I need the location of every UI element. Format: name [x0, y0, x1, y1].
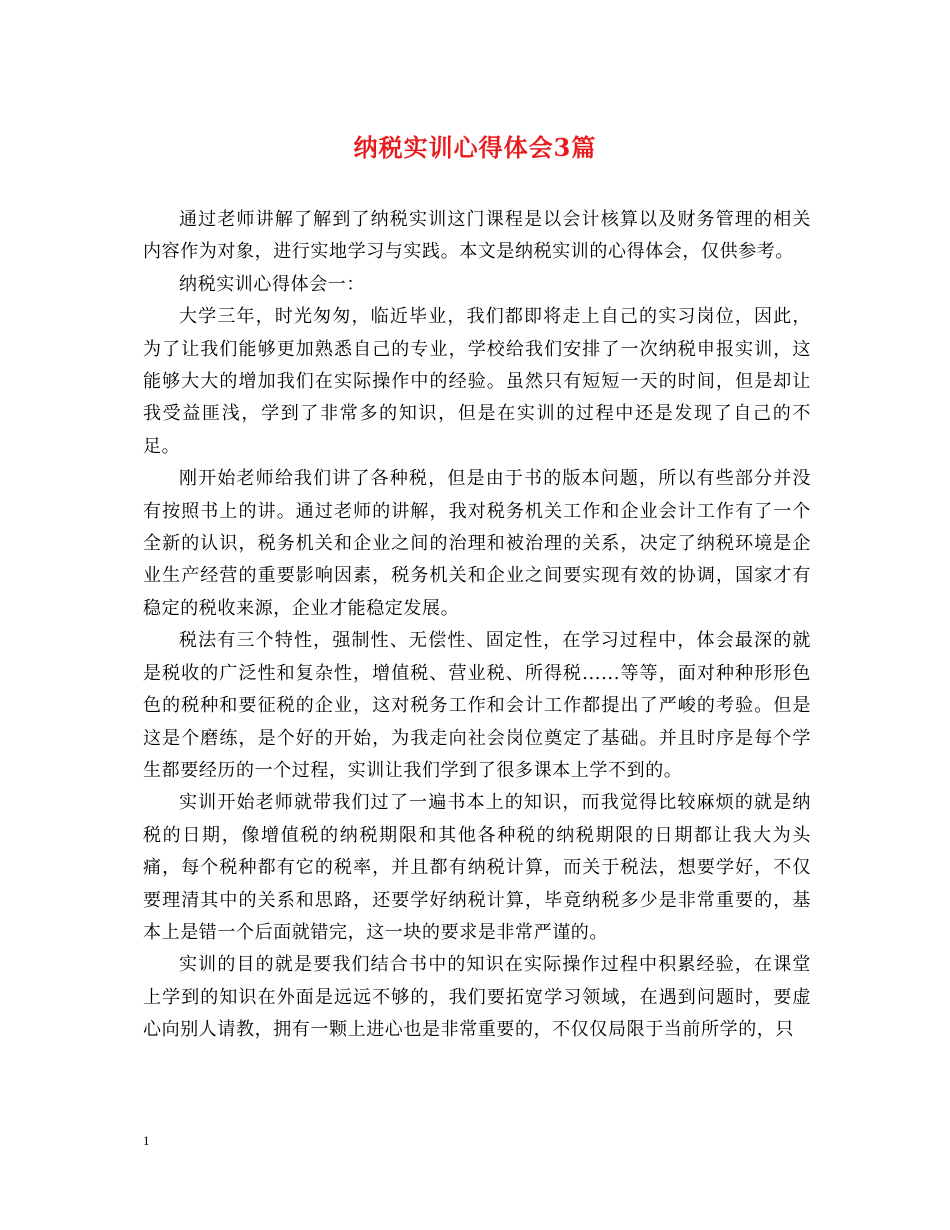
document-title: 纳税实训心得体会3篇 [353, 133, 597, 162]
document-body [143, 204, 811, 1047]
paragraph-section-heading: 纳税实训心得体会一： [179, 273, 365, 295]
page-number: 1 [143, 1133, 150, 1148]
paragraph-body: 刚开始老师给我们讲了各种税，但是由于书的版本问题，所以有些部分并没有按照书上的讲。通过老师的讲解，我对税务机关工作和企业会计工作有了一个全新的认识，税务机关和企业之间的治理和被治理的关系，决定了纳税环境是企业生产经营的重要影响因素，税务机关和企业之间要实现有效的协调，国家才有稳定的税收来源，企业才能稳定发展。 [143, 468, 811, 619]
paragraph-intro: 通过老师讲解了解到了纳税实训这门课程是以会计核算以及财务管理的相关内容作为对象，进行实地学习与实践。本文是纳税实训的心得体会，仅供参考。 [143, 209, 811, 263]
paragraph-body: 实训的目的就是要我们结合书中的知识在实际操作过程中积累经验，在课堂上学到的知识在外面是远远不够的，我们要拓宽学习领域，在遇到问题时，要虚心向别人请教，拥有一颗上进心也是非常重要的，不仅仅局限于当前所学的，只 [143, 954, 811, 1041]
paragraph-body: 实训开始老师就带我们过了一遍书本上的知识，而我觉得比较麻烦的就是纳税的日期，像增值税的纳税期限和其他各种税的纳税期限的日期都让我大为头痛，每个税种都有它的税率，并且都有纳税计算，而关于税法，想要学好，不仅要理清其中的关系和思路，还要学好纳税计算，毕竟纳税多少是非常重要的，基本上是错一个后面就错完，这一块的要求是非常严谨的。 [143, 792, 811, 943]
paragraph-body: 税法有三个特性，强制性、无偿性、固定性，在学习过程中，体会最深的就是税收的广泛性和复杂性，增值税、营业税、所得税......等等，面对种种形形色色的税种和要征税的企业，这对税务工作和会计工作都提出了严峻的考验。但是这是个磨练，是个好的开始，为我走向社会岗位奠定了基础。并且时序是每个学生都要经历的一个过程，实训让我们学到了很多课本上学不到的。 [143, 630, 811, 781]
paragraph-body: 大学三年，时光匆匆，临近毕业，我们都即将走上自己的实习岗位，因此，为了让我们能够更加熟悉自己的专业，学校给我们安排了一次纳税申报实训，这能够大大的增加我们在实际操作中的经验。虽然只有短短一天的时间，但是却让我受益匪浅，学到了非常多的知识，但是在实训的过程中还是发现了自己的不足。 [143, 306, 811, 457]
